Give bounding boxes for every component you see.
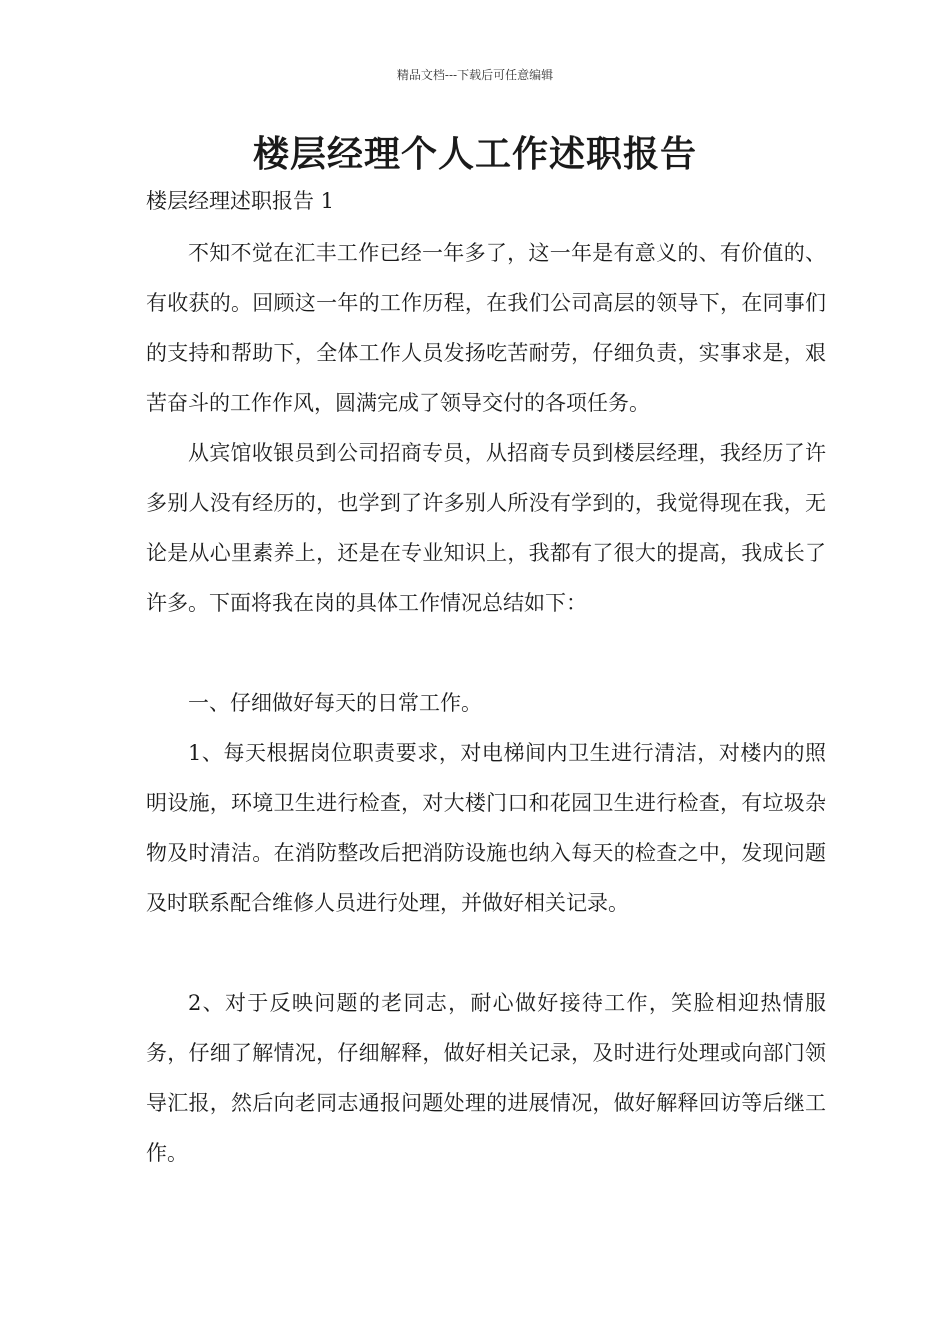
document-title: 楼层经理个人工作述职报告 xyxy=(252,133,697,175)
paragraph-item-1: 1、每天根据岗位职责要求，对电梯间内卫生进行清洁，对楼内的照明设施，环境卫生进行检查，对大楼门口和花园卫生进行检查，有垃圾杂物及时清洁。在消防整改后把消防设施也纳入每天的检查之中，发现问题及时联系配合维修人员进行处理，并做好相关记录。 xyxy=(146,741,826,915)
document-body xyxy=(146,182,826,1178)
paragraph-item-2: 2、对于反映问题的老同志，耐心做好接待工作，笑脸相迎热情服务，仔细了解情况，仔细解释，做好相关记录，及时进行处理或向部门领导汇报，然后向老同志通报问题处理的进展情况，做好解释回访等后继工作。 xyxy=(146,991,826,1165)
paragraph-career: 从宾馆收银员到公司招商专员，从招商专员到楼层经理，我经历了许多别人没有经历的，也学到了许多别人所没有学到的，我觉得现在我，无论是从心里素养上，还是在专业知识上，我都有了很大的提高，我成长了许多。下面将我在岗的具体工作情况总结如下： xyxy=(146,441,826,615)
header-note: 精品文档---下载后可任意编辑 xyxy=(396,68,554,82)
paragraph-intro: 不知不觉在汇丰工作已经一年多了，这一年是有意义的、有价值的、有收获的。回顾这一年的工作历程，在我们公司高层的领导下，在同事们的支持和帮助下，全体工作人员发扬吃苦耐劳，仔细负责，实事求是，艰苦奋斗的工作作风，圆满完成了领导交付的各项任务。 xyxy=(146,241,826,415)
section-heading-daily-work: 一、仔细做好每天的日常工作。 xyxy=(188,691,482,715)
document-subtitle: 楼层经理述职报告 1 xyxy=(146,189,335,213)
